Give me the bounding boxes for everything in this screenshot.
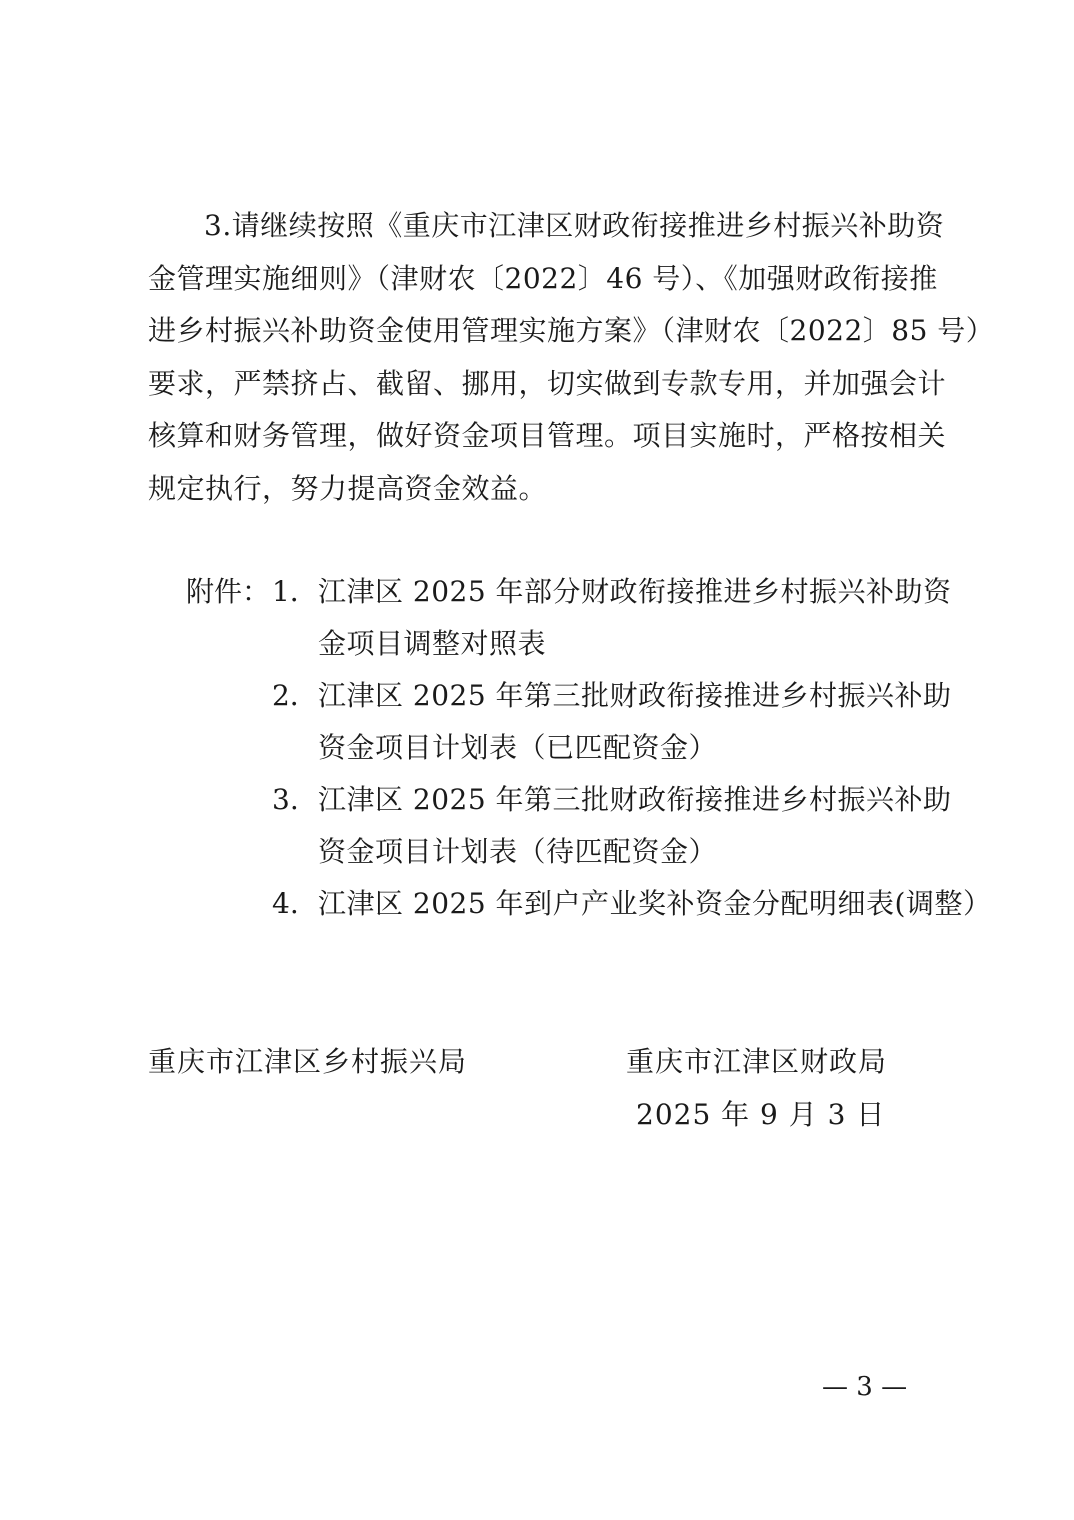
attachment-title-continued: 资金项目计划表（待匹配资金） <box>318 835 718 868</box>
attachment-title: 江津区 2025 年第三批财政衔接推进乡村振兴补助 <box>318 783 952 816</box>
attachment-item <box>186 774 952 826</box>
attachment-number: 3. <box>272 783 299 816</box>
paragraph-line: 进乡村振兴补助资金使用管理实施方案》（津财农〔2022〕85 号） <box>148 314 995 347</box>
signature-date: 2025 年 9 月 3 日 <box>636 1098 886 1131</box>
attachment-title-continued: 金项目调整对照表 <box>318 627 547 660</box>
paragraph-line: 要求，严禁挤占、截留、挪用，切实做到专款专用，并加强会计 <box>148 366 947 400</box>
attachment-item-continued <box>186 722 946 774</box>
attachment-title: 江津区 2025 年第三批财政衔接推进乡村振兴补助 <box>318 679 952 712</box>
attachments-list <box>186 566 992 930</box>
attachment-item-continued <box>186 826 946 878</box>
signature-right-organization: 重庆市江津区财政局 <box>626 1045 888 1078</box>
attachment-number: 2． <box>272 679 318 712</box>
paragraph-line: 3.请继续按照《重庆市江津区财政衔接推进乡村振兴补助资 <box>204 209 945 242</box>
attachment-item <box>186 670 952 722</box>
signature-left-organization: 重庆市江津区乡村振兴局 <box>148 1045 468 1078</box>
attachment-item <box>186 566 952 618</box>
paragraph-line: 核算和财务管理，做好资金项目管理。项目实施时，严格按相关 <box>148 419 947 452</box>
paragraph-line: 规定执行，努力提高资金效益。 <box>148 471 548 505</box>
attachment-number: 1． <box>272 575 318 608</box>
paragraph-line: 金管理实施细则》（津财农〔2022〕46 号）、《加强财政衔接推 <box>148 261 938 295</box>
attachments-heading: 附件： <box>186 575 271 608</box>
body-paragraph <box>148 200 995 515</box>
attachment-item-continued <box>186 618 946 670</box>
attachment-number: 4. <box>272 887 299 920</box>
attachment-item <box>186 878 992 930</box>
page-number: — 3 — <box>822 1372 908 1402</box>
attachment-title: 江津区 2025 年到户产业奖补资金分配明细表(调整） <box>318 887 992 920</box>
attachment-title-continued: 资金项目计划表（已匹配资金） <box>318 731 718 764</box>
attachment-title: 江津区 2025 年部分财政衔接推进乡村振兴补助资 <box>318 575 952 608</box>
